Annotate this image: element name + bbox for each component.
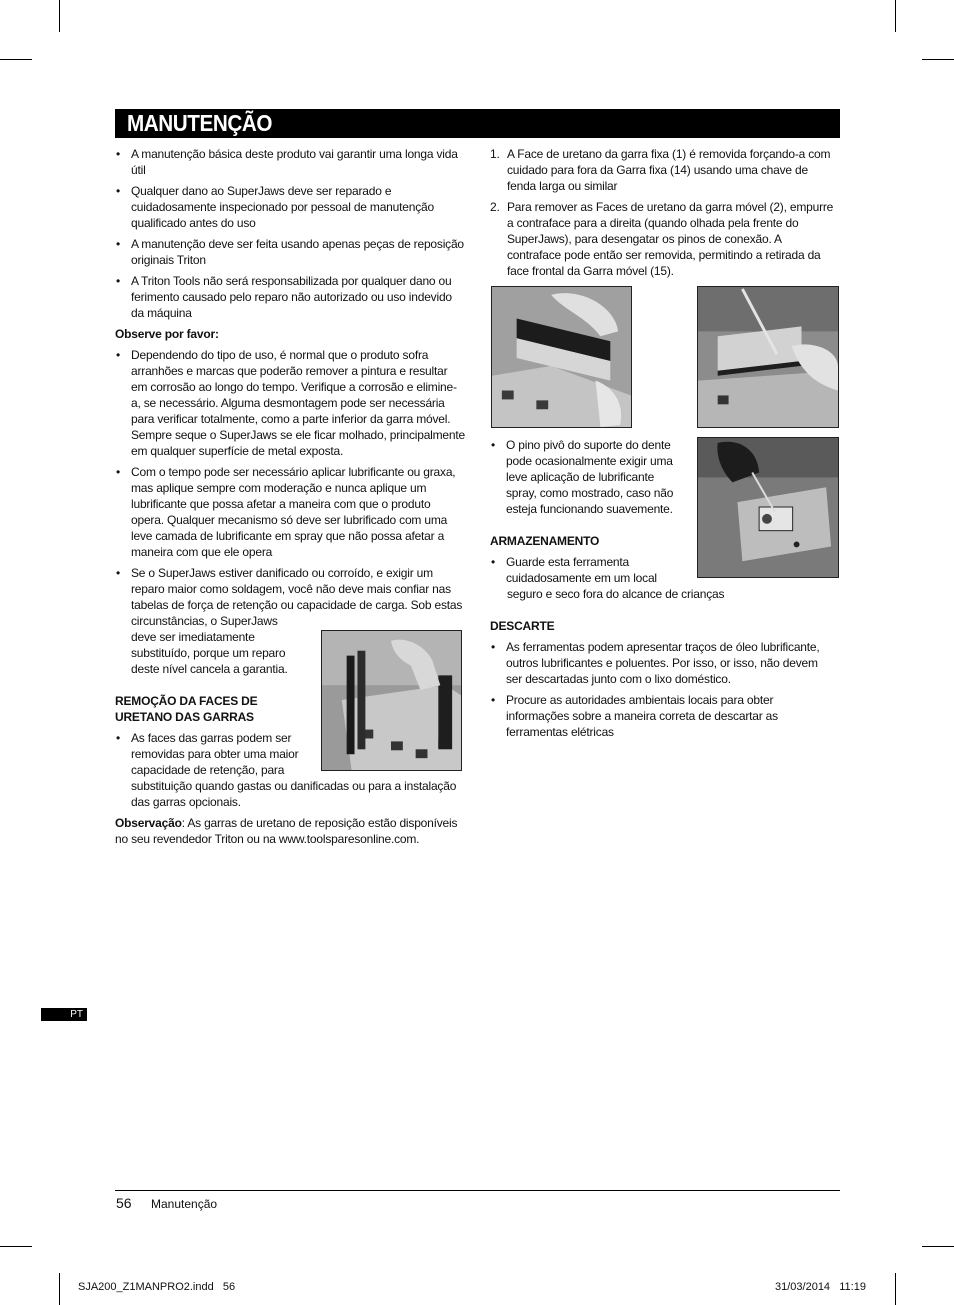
note-label: Observação bbox=[115, 816, 182, 830]
bullet-repair: • Se o SuperJaws estiver danificado ou corroído, e exigir um reparo maior como soldagem, você não deve mais confiar nas tabelas de força de retenção ou capacidade de carga. Sob estas bbox=[115, 565, 465, 613]
bullet-jaw-faces: • As faces das garras podem ser removidas para obter uma maior capacidade de retenção, para bbox=[115, 730, 306, 778]
crop-mark bbox=[0, 1246, 32, 1247]
crop-mark bbox=[0, 59, 32, 60]
removal-heading: REMOÇÃO DA FACES DE URETANO DAS GARRAS bbox=[115, 694, 258, 724]
photo-jaw-face-removal bbox=[321, 630, 462, 771]
bullet-corrosion: • Dependendo do tipo de uso, é normal que o produto sofra arranhões e marcas que poderão remover a pintura e resultar em corrosão ao longo do tempo. Verifique a corrosão e elimine-a, se necessário. Alguma desmontagem pode ser necessária para verificar totalmente, como a parte inferior da garra móvel. Sempre seque o SuperJaws se ele ficar molhado, principalmente em qualquer superfície de metal exposta. bbox=[115, 347, 465, 459]
page-number: 56 bbox=[116, 1195, 132, 1211]
crop-mark bbox=[922, 1246, 954, 1247]
crop-mark bbox=[59, 1273, 60, 1305]
bullet-storage-cont: seguro e seco fora do alcance de crianças bbox=[507, 587, 725, 601]
crop-mark bbox=[59, 0, 60, 32]
bullet-repair-cont: circunstâncias, o SuperJaws deve ser imediatamente substituído, porque um reparo deste nível cancela a garantia. bbox=[131, 614, 288, 676]
bullet-disposal: • As ferramentas podem apresentar traços de óleo lubrificante, outros lubrificantes e poluentes. Por isso, or isso, não devem ser descartadas junto com o lixo doméstico. bbox=[490, 639, 836, 687]
footer-section: Manutenção bbox=[151, 1197, 218, 1211]
bullet-jaw-faces-cont: substituição quando gastas ou danificadas ou para a instalação das garras opcionais. bbox=[131, 779, 457, 809]
note-paragraph bbox=[115, 815, 465, 847]
photo-fixed-jaw-face bbox=[491, 286, 632, 428]
footer-rule bbox=[115, 1190, 840, 1191]
step-1 bbox=[490, 146, 836, 194]
storage-heading: ARMAZENAMENTO bbox=[490, 534, 600, 548]
step-2-text: Para remover as Faces de uretano da garra móvel (2), empurre a contraface para a direita (quando olhada pela frente do SuperJaws), para desengatar os pinos de conexão. A contraface pode então ser removida, permitindo a retirada da face frontal da Garra móvel (15). bbox=[507, 200, 834, 278]
bullet-liability: • A Triton Tools não será responsabilizada por qualquer dano ou ferimento causado pelo reparo não autorizado ou uso indevido da máquina bbox=[115, 273, 465, 321]
note-text: : As garras de uretano de reposição estão disponíveis no seu revendedor Triton ou na www.toolsparesonline.com. bbox=[115, 816, 458, 846]
bullet-original-parts: • A manutenção deve ser feita usando apenas peças de reposição originais Triton bbox=[115, 236, 465, 268]
step-1-text: A Face de uretano da garra fixa (1) é removida forçando-a com cuidado para fora da Garra fixa (14) usando uma chave de fenda larga ou similar bbox=[507, 147, 831, 193]
step-2-number: 2. bbox=[490, 200, 500, 214]
photo-screwdriver-jaw bbox=[697, 286, 839, 428]
right-column-lower bbox=[490, 437, 836, 740]
bullet-authorities: • Procure as autoridades ambientais locais para obter informações sobre a maneira correta de descartar as ferramentas elétricas bbox=[490, 692, 836, 740]
crop-mark bbox=[895, 1273, 896, 1305]
crop-mark bbox=[895, 0, 896, 32]
slug-file: SJA200_Z1MANPRO2.indd 56 bbox=[78, 1281, 236, 1293]
crop-mark bbox=[922, 59, 954, 60]
slug-date: 31/03/2014 11:19 bbox=[775, 1281, 866, 1293]
bullet-storage: • Guarde esta ferramenta cuidadosamente em um local bbox=[490, 554, 671, 586]
bullet-lubricant: • Com o tempo pode ser necessário aplicar lubrificante ou graxa, mas aplique sempre com moderação e nunca aplique um lubrificante que possa afetar a maneira com que o produto opera. Qualquer mecanismo só deve ser lubrificado com uma leve camada de lubrificante em spray que não possa afetar a maneira com que ele opera bbox=[115, 464, 465, 560]
step-2 bbox=[490, 199, 836, 279]
bullet-maintenance: • A manutenção básica deste produto vai garantir uma longa vida útil bbox=[115, 146, 465, 178]
page-title: MANUTENÇÃO bbox=[127, 110, 272, 136]
bullet-pivot-pin: • O pino pivô do suporte do dente pode ocasionalmente exigir uma leve aplicação de lubrificante spray, como mostrado, caso não esteja funcionando suavemente. bbox=[490, 437, 682, 517]
language-tab: PT bbox=[41, 1008, 87, 1021]
disposal-heading: DESCARTE bbox=[490, 619, 555, 633]
step-1-number: 1. bbox=[490, 147, 500, 161]
bullet-damage: • Qualquer dano ao SuperJaws deve ser reparado e cuidadosamente inspecionado por pessoal de manutenção qualificado antes do uso bbox=[115, 183, 465, 231]
observe-heading: Observe por favor: bbox=[115, 327, 219, 341]
right-column bbox=[490, 146, 836, 279]
section-title-bar bbox=[115, 109, 840, 138]
